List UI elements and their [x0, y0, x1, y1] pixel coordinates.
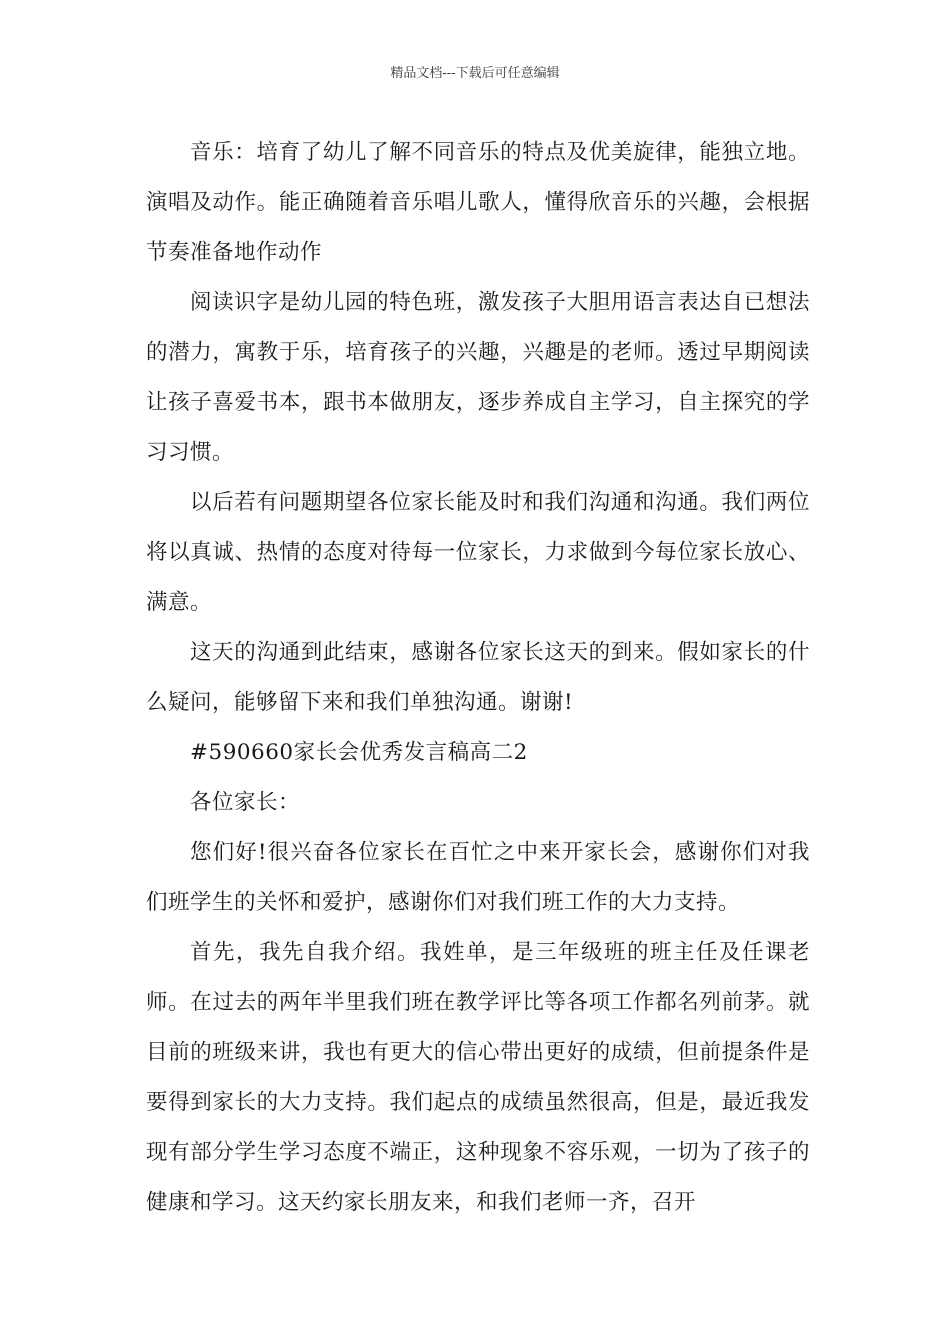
- section-title: #590660家长会优秀发言稿高二2: [190, 740, 528, 765]
- paragraph-greeting: 您们好!很兴奋各位家长在百忙之中来开家长会，感谢你们对我们班学生的关怀和爱护，感谢你们对我们班工作的大力支持。: [146, 840, 810, 915]
- paragraph-communication: 以后若有问题期望各位家长能及时和我们沟通和沟通。我们两位将以真诚、热情的态度对待每一位家长，力求做到今每位家长放心、满意。: [146, 490, 810, 615]
- document-body: [146, 128, 810, 1228]
- page-header: 精品文档---下载后可任意编辑: [390, 66, 560, 81]
- paragraph-closing: 这天的沟通到此结束，感谢各位家长这天的到来。假如家长的什么疑问，能够留下来和我们单独沟通。谢谢!: [146, 640, 810, 715]
- salutation: 各位家长：: [190, 790, 301, 815]
- paragraph-introduction: 首先，我先自我介绍。我姓单，是三年级班的班主任及任课老师。在过去的两年半里我们班在教学评比等各项工作都名列前茅。就目前的班级来讲，我也有更大的信心带出更好的成绩，但前提条件是要得到家长的大力支持。我们起点的成绩虽然很高，但是，最近我发现有部分学生学习态度不端正，这种现象不容乐观，一切为了孩子的健康和学习。这天约家长朋友来，和我们老师一齐，召开: [146, 940, 810, 1215]
- paragraph-music: 音乐：培育了幼儿了解不同音乐的特点及优美旋律，能独立地。演唱及动作。能正确随着音乐唱儿歌人，懂得欣音乐的兴趣，会根据节奏准备地作动作: [146, 140, 810, 265]
- paragraph-reading: 阅读识字是幼儿园的特色班，激发孩子大胆用语言表达自已想法的潜力，寓教于乐，培育孩子的兴趣，兴趣是的老师。透过早期阅读让孩子喜爱书本，跟书本做朋友，逐步养成自主学习，自主探究的学习习惯。: [146, 290, 810, 465]
